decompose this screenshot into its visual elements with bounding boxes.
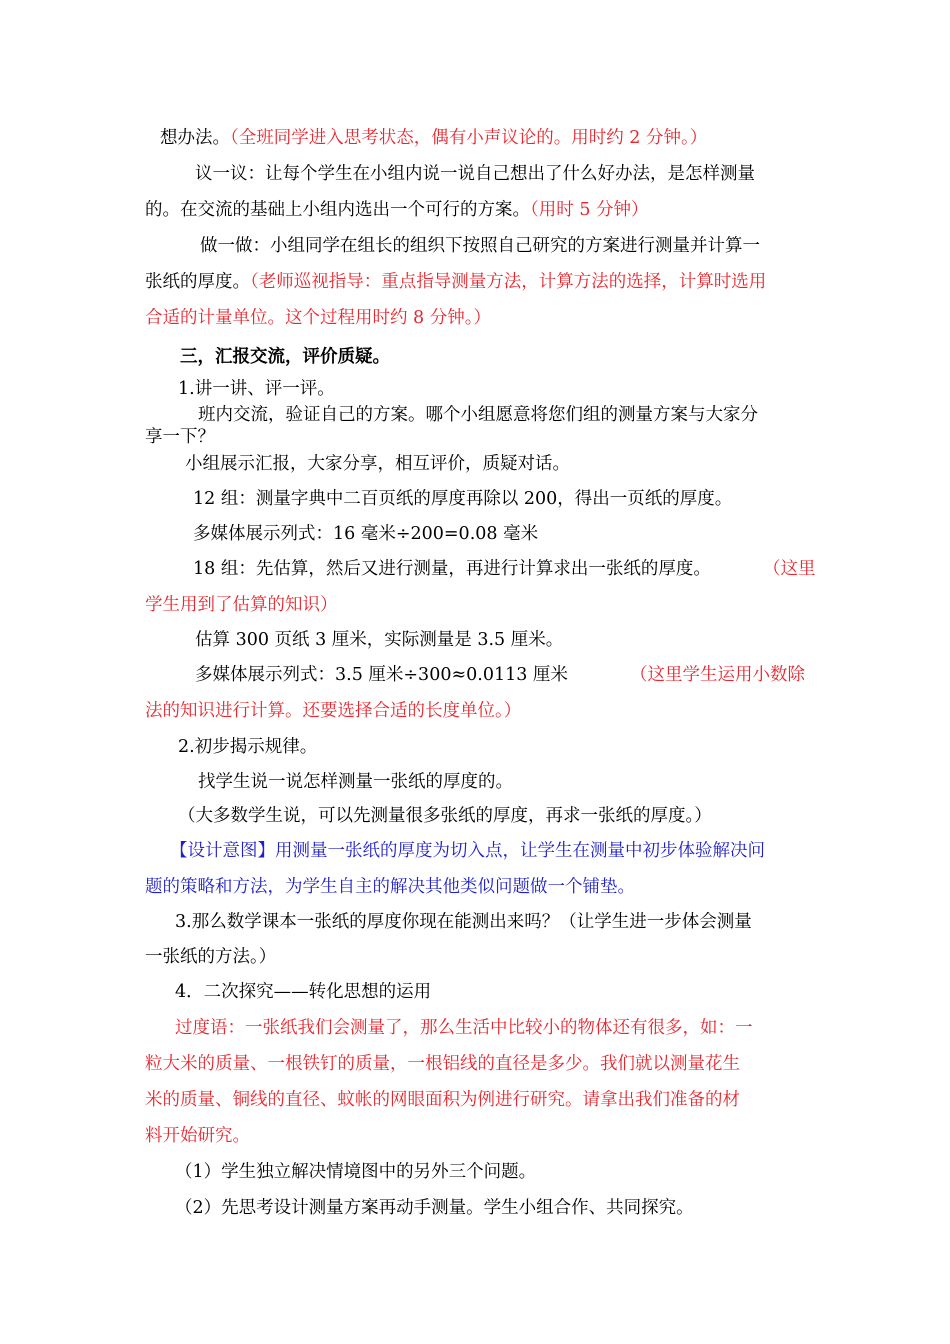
paragraph-line: 3.那么数学课本一张纸的厚度你现在能测出来吗？（让学生进一步体会测量 (175, 912, 752, 932)
body-text: 议一议：让每个学生在小组内说一说自己想出了什么好办法，是怎样测量 (195, 164, 755, 184)
paragraph-line (145, 270, 766, 294)
subsection-heading: 4．二次探究——转化思想的运用 (175, 982, 432, 1002)
transition-line: 米的质量、铜线的直径、蚊帐的网眼面积为例进行研究。请拿出我们准备的材 (145, 1090, 740, 1110)
list-item: （1）学生独立解决情境图中的另外三个问题。 (175, 1162, 537, 1182)
paragraph-line: 小组展示汇报，大家分享，相互评价，质疑对话。 (185, 454, 570, 474)
annotation-text: （老师巡视指导：重点指导测量方法，计算方法的选择，计算时选用 (250, 272, 767, 292)
paragraph-line (195, 663, 568, 687)
paragraph-line: 班内交流，验证自己的方案。哪个小组愿意将您们组的测量方案与大家分 (198, 405, 758, 425)
subsection-heading: 2.初步揭示规律。 (178, 737, 318, 757)
paragraph-line: 一张纸的方法。） (145, 947, 277, 967)
body-text: 想办法。 (160, 128, 230, 148)
paragraph-line (193, 557, 711, 581)
paragraph-line (195, 162, 755, 186)
body-text: 张纸的厚度。 (145, 272, 250, 292)
section-heading: 三，汇报交流，评价质疑。 (180, 347, 390, 367)
annotation-text: （全班同学进入思考状态，偶有小声议论的。用时约 2 分钟。） (230, 128, 708, 148)
paragraph-line (160, 126, 707, 150)
body-text: 多媒体展示列式：3.5 厘米÷300≈0.0113 厘米 (195, 665, 568, 685)
body-text: 18 组：先估算，然后又进行测量，再进行计算求出一张纸的厚度。 (193, 559, 711, 579)
paragraph-line: 多媒体展示列式：16 毫米÷200=0.08 毫米 (193, 524, 539, 544)
list-item: （2）先思考设计测量方案再动手测量。学生小组合作、共同探究。 (175, 1198, 694, 1218)
body-text: 的。在交流的基础上小组内选出一个可行的方案。 (145, 200, 530, 220)
paragraph-line: 12 组：测量字典中二百页纸的厚度再除以 200，得出一页纸的厚度。 (193, 489, 733, 509)
annotation-line: 学生用到了估算的知识） (145, 595, 338, 615)
body-text: 做一做：小组同学在组长的组织下按照自己研究的方案进行测量并计算一 (200, 236, 760, 256)
subsection-heading: 1.讲一讲、评一评。 (178, 379, 335, 399)
paragraph-line: 找学生说一说怎样测量一张纸的厚度的。 (198, 772, 513, 792)
annotation-text: （这里 (763, 559, 816, 579)
annotation-text: （这里学生运用小数除 (630, 665, 805, 685)
transition-line: 粒大米的质量、一根铁钉的质量，一根铝线的直径是多少。我们就以测量花生 (145, 1054, 740, 1074)
annotation-text: （用时 5 分钟） (530, 200, 649, 220)
paragraph-line: 享一下？ (145, 427, 215, 447)
design-intent-line (170, 839, 765, 863)
paragraph-line (200, 234, 760, 258)
design-intent-line: 题的策略和方法，为学生自主的解决其他类似问题做一个铺垫。 (145, 877, 635, 897)
paragraph-line (145, 198, 649, 222)
paragraph-line: 估算 300 页纸 3 厘米，实际测量是 3.5 厘米。 (195, 630, 564, 650)
transition-line: 料开始研究。 (145, 1126, 250, 1146)
design-intent-text: 用测量一张纸的厚度为切入点，让学生在测量中初步体验解决问 (275, 841, 765, 861)
transition-line: 过度语：一张纸我们会测量了，那么生活中比较小的物体还有很多，如：一 (175, 1018, 753, 1038)
annotation-line: 合适的计量单位。这个过程用时约 8 分钟。） (145, 308, 492, 328)
annotation-line: 法的知识进行计算。还要选择合适的长度单位。） (145, 701, 522, 721)
paragraph-line: （大多数学生说，可以先测量很多张纸的厚度，再求一张纸的厚度。） (178, 806, 712, 826)
design-intent-label: 【设计意图】 (170, 841, 275, 861)
